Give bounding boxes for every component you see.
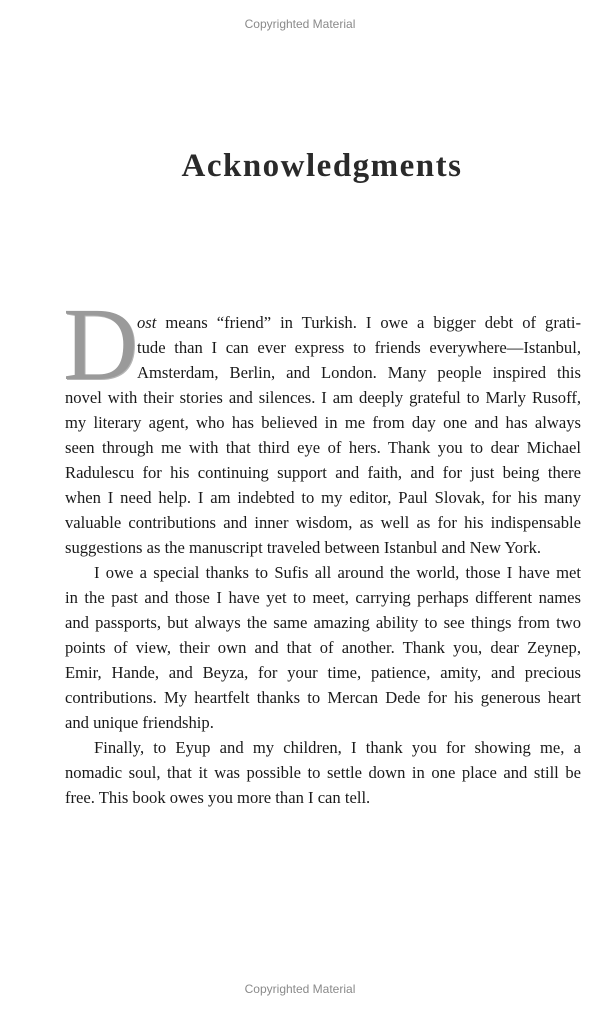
text-line: free. This book owes you more than I can tell.: [65, 788, 371, 807]
text-line: Amsterdam, Berlin, and London. Many people inspired this: [137, 363, 581, 382]
text-line: nomadic soul, that it was possible to settle down in one place and still be: [65, 763, 581, 782]
text-line: seen through me with that third eye of hers. Thank you to dear Michael: [65, 438, 581, 457]
text-line: in the past and those I have yet to meet, carrying perhaps different names: [65, 588, 581, 607]
text-line: I owe a special thanks to Sufis all around the world, those I have met: [94, 563, 581, 582]
text-line: when I need help. I am indebted to my editor, Paul Slovak, for his many: [65, 488, 581, 507]
text-line: Emir, Hande, and Beyza, for your time, patience, amity, and precious: [65, 663, 581, 682]
text-line: and unique friendship.: [65, 713, 214, 732]
paragraph: [65, 310, 581, 560]
paragraph: [65, 560, 581, 735]
text-line: tude than I can ever express to friends everywhere—Istanbul,: [137, 338, 581, 357]
text-line: my literary agent, who has believed in me from day one and has always: [65, 413, 581, 432]
text-line: points of view, their own and that of another. Thank you, dear Zeynep,: [65, 638, 581, 657]
text-line: Radulescu for his continuing support and faith, and for just being there: [65, 463, 581, 482]
text-line: novel with their stories and silences. I am deeply grateful to Marly Rusoff,: [65, 388, 581, 407]
paragraph: [65, 735, 581, 810]
text-line: contributions. My heartfelt thanks to Mercan Dede for his generous heart: [65, 688, 581, 707]
page-title: Acknowledgments: [181, 148, 463, 184]
text-line: Finally, to Eyup and my children, I thank you for showing me, a: [94, 738, 581, 757]
text-line: ost means “friend” in Turkish. I owe a bigger debt of grati-: [137, 313, 581, 332]
text-line: suggestions as the manuscript traveled between Istanbul and New York.: [65, 538, 542, 557]
acknowledgments-body: [65, 310, 581, 810]
copyright-watermark-top: Copyrighted Material: [244, 17, 356, 31]
drop-cap: D: [63, 287, 139, 402]
text-line: valuable contributions and inner wisdom, as well as for his indispensable: [65, 513, 581, 532]
copyright-watermark-bottom: Copyrighted Material: [244, 982, 356, 996]
text-line: and passports, but always the same amazing ability to see things from two: [65, 613, 581, 632]
